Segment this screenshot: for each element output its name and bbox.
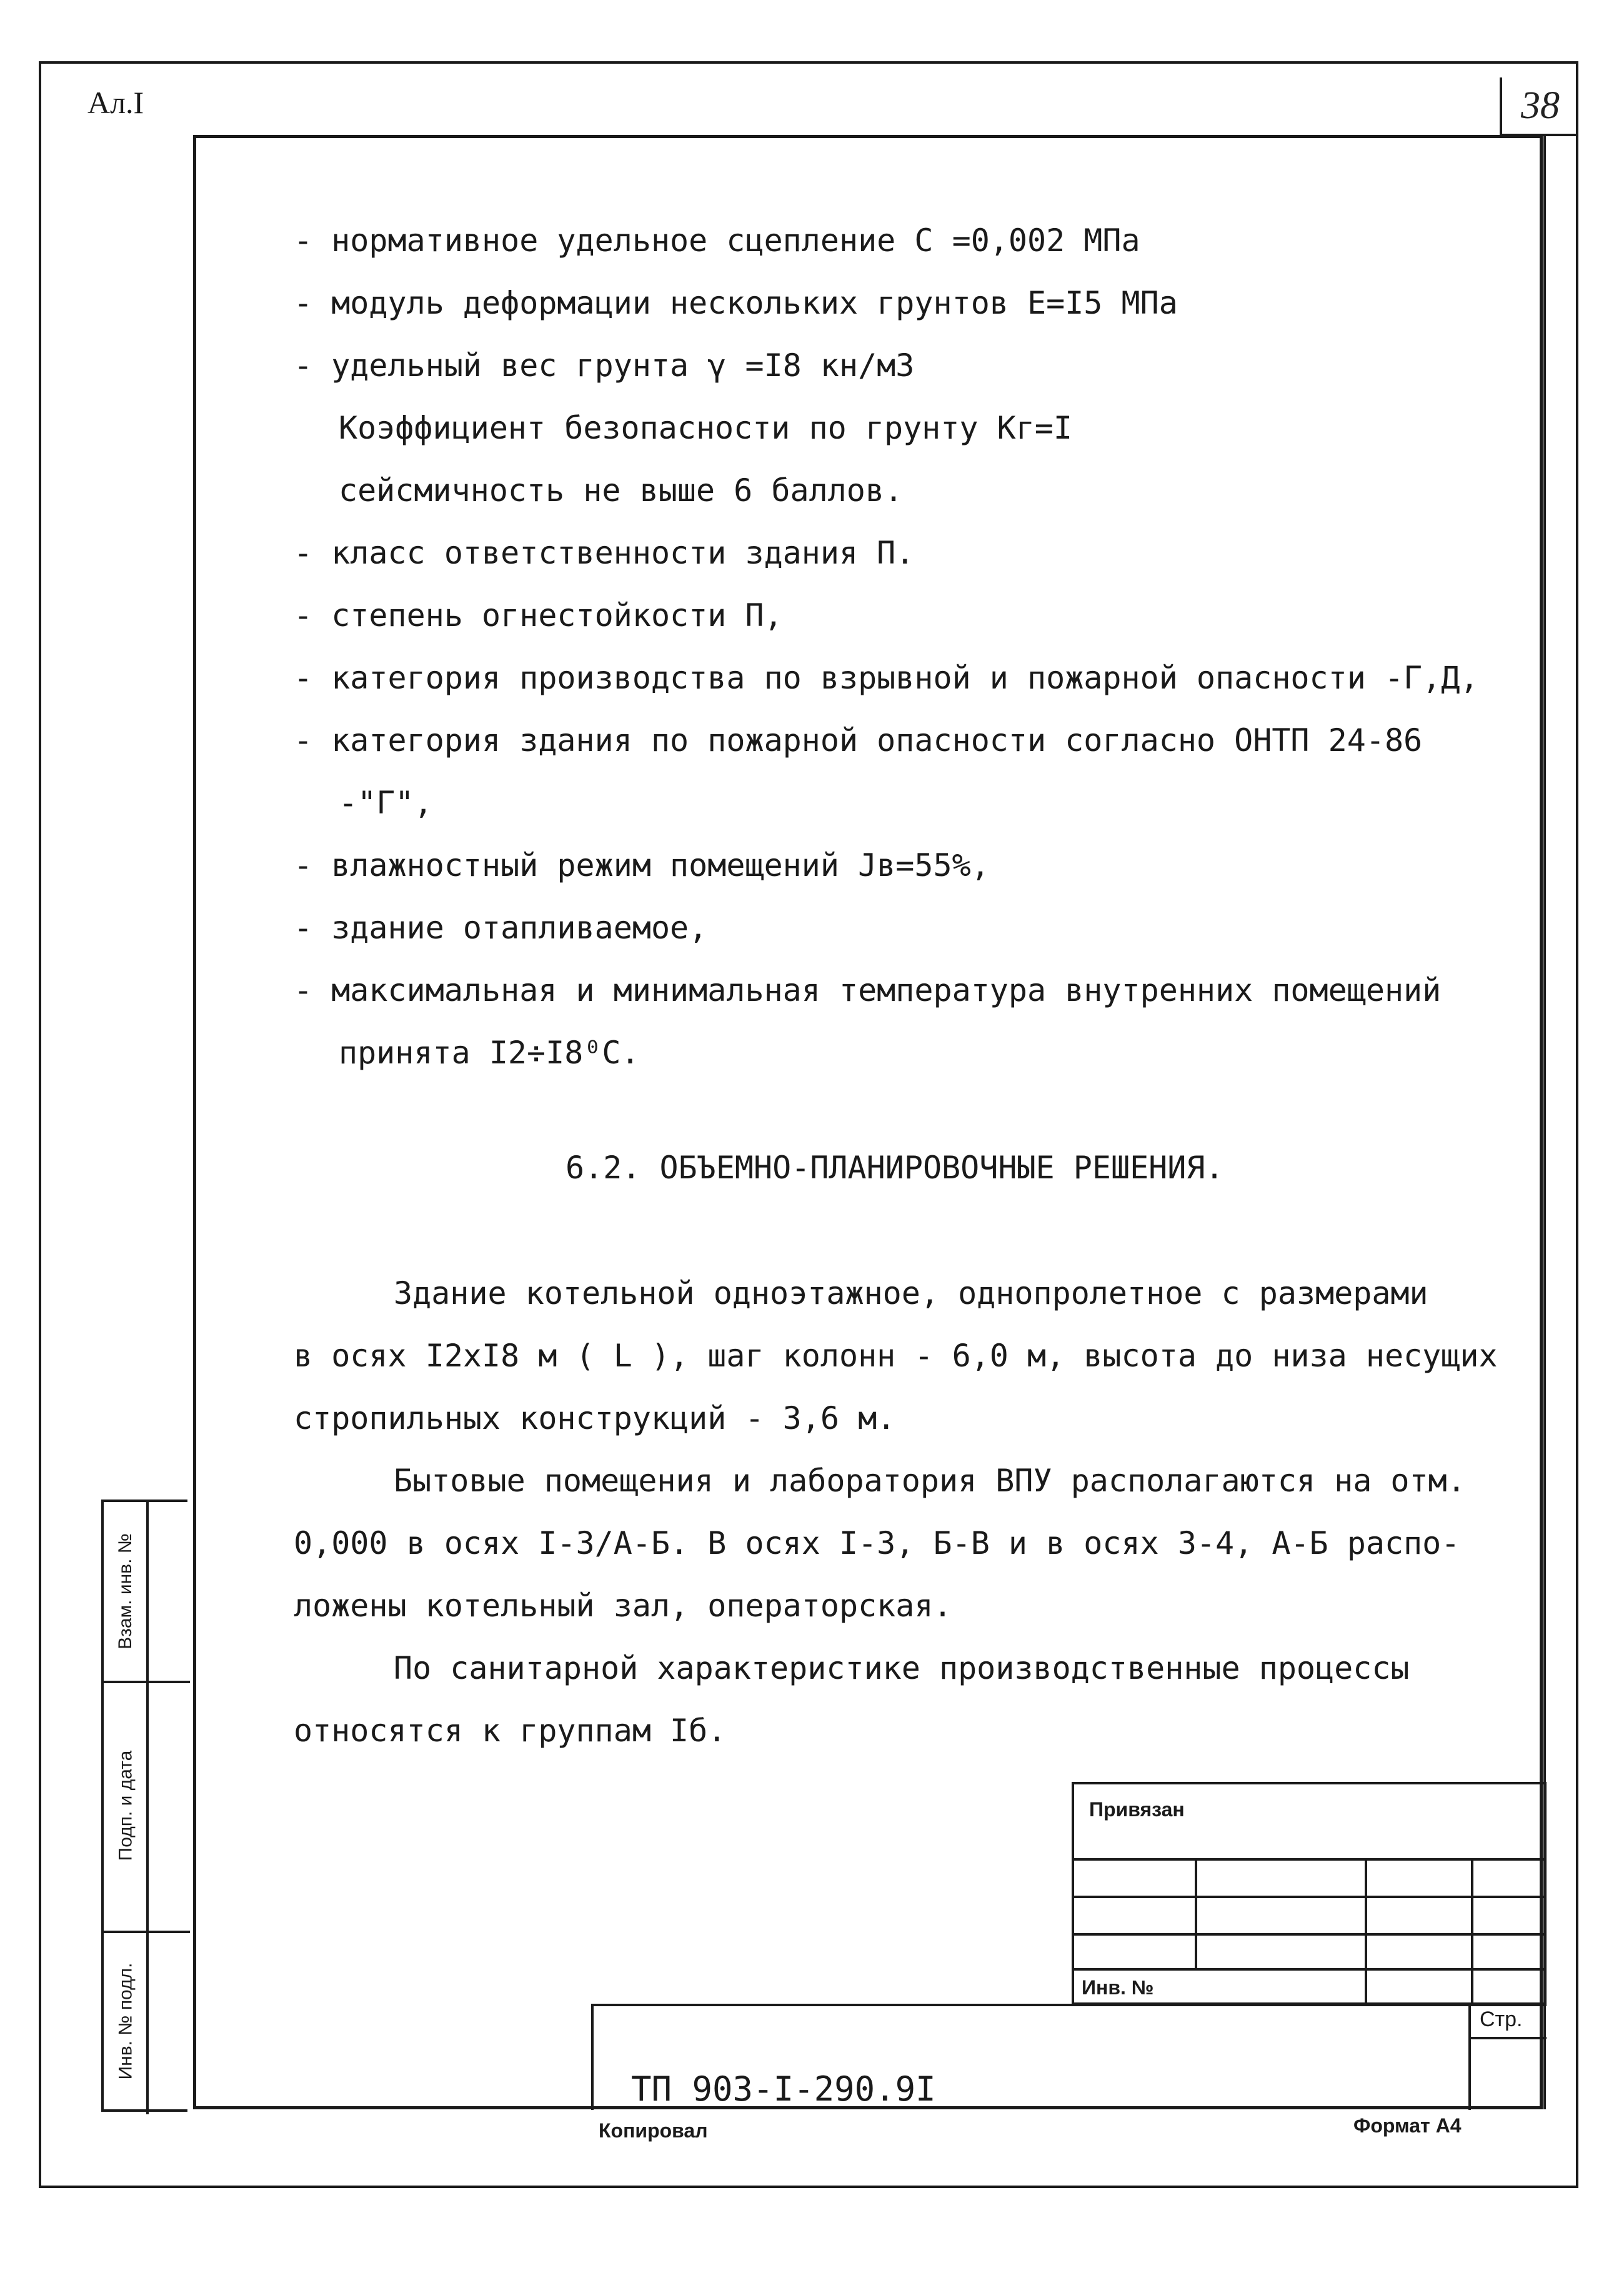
page-cell-divider	[1468, 2004, 1471, 2110]
margin-label-inv-orig: Инв. № подл.	[115, 1962, 136, 2080]
stamp-row-divider	[1074, 1933, 1544, 1936]
list-item: сейсмичность не выше 6 баллов.	[339, 472, 904, 509]
paragraph-line: ложены котельный зал, операторская.	[294, 1588, 952, 1624]
title-block	[1072, 1782, 1547, 2005]
list-item: - влажностный режим помещений Jв=55%,	[294, 847, 990, 883]
list-item: - класс ответственности здания П.	[294, 535, 915, 571]
list-item: - нормативное удельное сцепление С =0,002 МПа	[294, 222, 1140, 259]
paragraph-line: По санитарной характеристике производственные процессы	[394, 1650, 1410, 1686]
list-item: - категория производства по взрывной и пожарной опасности -Г,Д,	[294, 660, 1479, 696]
list-item: принята I2÷I8⁰С.	[339, 1035, 640, 1071]
paragraph-line: в осях I2хI8 м ( L ), шаг колонн - 6,0 м, высота до низа несущих	[294, 1338, 1498, 1374]
stamp-row-divider	[1074, 1896, 1544, 1898]
characteristics-list	[294, 209, 1531, 1084]
margin-label-replace-inv: Взам. инв. №	[115, 1533, 136, 1649]
list-item: - модуль деформации нескольких грунтов Е=I5 МПа	[294, 285, 1178, 321]
left-margin-strip	[101, 1500, 187, 2112]
list-item: -"Г",	[339, 785, 433, 821]
paragraph-line: стропильных конструкций - 3,6 м.	[294, 1400, 896, 1436]
page-number: 38	[1521, 84, 1560, 127]
footer-copied: Копировал	[599, 2119, 708, 2142]
margin-label-sign-date: Подп. и дата	[115, 1750, 136, 1861]
list-item: Коэффициент безопасности по грунту Кг=I	[339, 410, 1072, 446]
section-heading: 6.2. ОБЪЕМНО-ПЛАНИРОВОЧНЫЕ РЕШЕНИЯ.	[565, 1150, 1224, 1186]
paragraph-line: Бытовые помещения и лаборатория ВПУ располагаются на отм.	[394, 1463, 1466, 1499]
list-item: - удельный вес грунта γ =I8 кн/м3	[294, 347, 915, 384]
page-cell-divider-horizontal	[1468, 2037, 1547, 2039]
list-item: - степень огнестойкости П,	[294, 597, 783, 634]
page-cell-label: Стр.	[1480, 2007, 1523, 2031]
body-paragraphs	[294, 1262, 1543, 1762]
inv-label: Инв. №	[1082, 1976, 1154, 1999]
list-item: - максимальная и минимальная температура внутренних помещений	[294, 972, 1442, 1008]
margin-divider-vertical	[146, 1502, 149, 2114]
paragraph-line: Здание котельной одноэтажное, однопролетное с размерами	[394, 1275, 1428, 1311]
paragraph-line: относятся к группам Iб.	[294, 1713, 727, 1749]
stamp-row-divider	[1074, 1968, 1544, 1971]
stamp-col-divider	[1195, 1858, 1197, 1968]
list-item: - категория здания по пожарной опасности согласно ОНТП 24-86	[294, 722, 1423, 759]
sheet-label: Ал.I	[87, 85, 144, 120]
paragraph-line: 0,000 в осях I-3/А-Б. В осях I-3, Б-В и в осях 3-4, А-Б распо-	[294, 1525, 1460, 1561]
stamp-title: Привязан	[1089, 1798, 1185, 1821]
list-item: - здание отапливаемое,	[294, 910, 708, 946]
stamp-col-divider	[1365, 1858, 1367, 2005]
footer-format: Формат А4	[1353, 2114, 1462, 2137]
document-code: ТП 903-I-290.9I	[631, 2069, 936, 2109]
stamp-col-divider	[1471, 1858, 1473, 2005]
stamp-row-divider	[1074, 1858, 1544, 1861]
page-number-box	[1500, 77, 1578, 136]
